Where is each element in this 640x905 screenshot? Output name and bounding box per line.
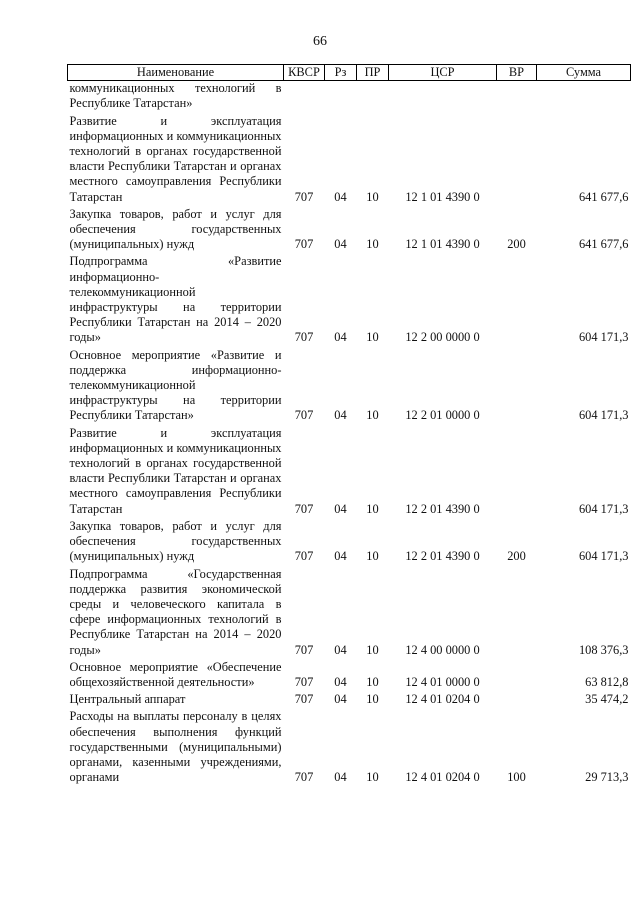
table-row <box>68 660 631 692</box>
column-header-sum: Сумма <box>537 65 631 81</box>
cell-sum: 63 812,8 <box>585 674 629 689</box>
cell-name: Развитие и эксплуатация информационных и коммуникационных технологий в органах государственной власти Республики Татарстан и органах местного самоуправления Республики Татарстан <box>69 425 282 516</box>
cell-kvsr: 707 <box>294 692 314 707</box>
cell-vr <box>497 692 537 709</box>
cell-kvsr: 707 <box>294 237 314 252</box>
cell-csr: 12 4 01 0000 0 <box>405 674 480 689</box>
cell-csr: 12 2 01 0000 0 <box>405 408 480 423</box>
page-number: 66 <box>313 34 327 49</box>
cell-rz <box>325 81 357 114</box>
table-row <box>68 254 631 347</box>
cell-name: Закупка товаров, работ и услуг для обеспечения государственных (муниципальных) нужд <box>69 518 282 564</box>
cell-name: Закупка товаров, работ и услуг для обеспечения государственных (муниципальных) нужд <box>69 206 282 252</box>
cell-sum: 108 376,3 <box>578 642 629 657</box>
cell-rz: 04 <box>334 501 347 516</box>
cell-sum: 604 171,3 <box>578 330 629 345</box>
cell-vr: 200 <box>507 237 526 252</box>
cell-rz: 04 <box>334 237 347 252</box>
cell-rz: 04 <box>334 770 347 785</box>
cell-vr <box>497 114 537 207</box>
cell-name: коммуникационных технологий в Республике Татарстан» <box>69 81 282 111</box>
table-row <box>68 692 631 709</box>
cell-pr: 10 <box>366 692 379 707</box>
cell-pr: 10 <box>366 674 379 689</box>
cell-vr <box>497 660 537 692</box>
cell-pr: 10 <box>366 642 379 657</box>
cell-name: Основное мероприятие «Развитие и поддержка информационно-телекоммуникационной инфраструктуры на территории Республики Татарстан» <box>69 347 282 423</box>
cell-vr <box>497 426 537 519</box>
column-header-name: Наименование <box>68 65 284 81</box>
table-row <box>68 348 631 426</box>
table-row <box>68 709 631 787</box>
cell-pr: 10 <box>366 330 379 345</box>
cell-csr: 12 1 01 4390 0 <box>405 237 480 252</box>
cell-csr: 12 2 01 4390 0 <box>405 501 480 516</box>
table-row <box>68 207 631 255</box>
cell-vr <box>497 81 537 114</box>
table-row <box>68 114 631 207</box>
cell-kvsr: 707 <box>294 642 314 657</box>
cell-vr: 100 <box>507 770 526 785</box>
cell-csr: 12 2 00 0000 0 <box>405 330 480 345</box>
cell-vr <box>497 567 537 660</box>
cell-csr: 12 4 01 0204 0 <box>405 692 480 707</box>
cell-name: Развитие и эксплуатация информационных и коммуникационных технологий в органах государственной власти Республики Татарстан и органах местного самоуправления Республики Татарстан <box>69 113 282 204</box>
cell-pr: 10 <box>366 501 379 516</box>
cell-pr: 10 <box>366 408 379 423</box>
cell-csr: 12 4 00 0000 0 <box>405 642 480 657</box>
table-row <box>68 567 631 660</box>
cell-rz: 04 <box>334 692 347 707</box>
cell-kvsr: 707 <box>294 408 314 423</box>
cell-sum: 604 171,3 <box>578 501 629 516</box>
cell-pr: 10 <box>366 237 379 252</box>
cell-vr <box>497 254 537 347</box>
cell-kvsr: 707 <box>294 189 314 204</box>
column-header-vr: ВР <box>497 65 537 81</box>
column-header-rz: Рз <box>325 65 357 81</box>
cell-name: Центральный аппарат <box>69 692 186 707</box>
cell-kvsr: 707 <box>294 549 314 564</box>
cell-rz: 04 <box>334 549 347 564</box>
table-row <box>68 519 631 567</box>
cell-rz: 04 <box>334 642 347 657</box>
cell-sum: 641 677,6 <box>578 189 629 204</box>
column-header-kvsr: КВСР <box>284 65 325 81</box>
table-row <box>68 426 631 519</box>
cell-kvsr <box>284 81 325 114</box>
cell-kvsr: 707 <box>294 501 314 516</box>
cell-kvsr: 707 <box>294 330 314 345</box>
cell-pr: 10 <box>366 189 379 204</box>
cell-kvsr: 707 <box>294 770 314 785</box>
cell-name: Подпрограмма «Развитие информационно-телекоммуникационной инфраструктуры на территории Республики Татарстан на 2014 – 2020 годы» <box>69 254 282 345</box>
budget-table <box>67 64 631 787</box>
cell-sum <box>537 81 631 114</box>
cell-csr: 12 1 01 4390 0 <box>405 189 480 204</box>
table-header <box>68 65 631 81</box>
cell-name: Подпрограмма «Государственная поддержка развития экономической среды и человеческого капитала в сфере информационных технологий в Республике Татарстан на 2014 – 2020 годы» <box>69 566 282 657</box>
cell-rz: 04 <box>334 674 347 689</box>
cell-name: Основное мероприятие «Обеспечение общехозяйственной деятельности» <box>69 659 282 689</box>
cell-csr <box>389 81 497 114</box>
cell-pr <box>357 81 389 114</box>
cell-rz: 04 <box>334 330 347 345</box>
cell-sum: 604 171,3 <box>578 549 629 564</box>
cell-sum: 29 713,3 <box>585 770 629 785</box>
cell-vr <box>497 348 537 426</box>
cell-vr: 200 <box>507 549 526 564</box>
cell-sum: 35 474,2 <box>585 692 629 707</box>
cell-name: Расходы на выплаты персоналу в целях обеспечения выполнения функций государственными (муниципальными) органами, казенными учреждениями, органами <box>69 709 282 785</box>
cell-sum: 604 171,3 <box>578 408 629 423</box>
cell-pr: 10 <box>366 770 379 785</box>
cell-sum: 641 677,6 <box>578 237 629 252</box>
table-row <box>68 81 631 114</box>
column-header-pr: ПР <box>357 65 389 81</box>
column-header-csr: ЦСР <box>389 65 497 81</box>
cell-csr: 12 2 01 4390 0 <box>405 549 480 564</box>
cell-kvsr: 707 <box>294 674 314 689</box>
cell-csr: 12 4 01 0204 0 <box>405 770 480 785</box>
cell-pr: 10 <box>366 549 379 564</box>
cell-rz: 04 <box>334 189 347 204</box>
cell-rz: 04 <box>334 408 347 423</box>
